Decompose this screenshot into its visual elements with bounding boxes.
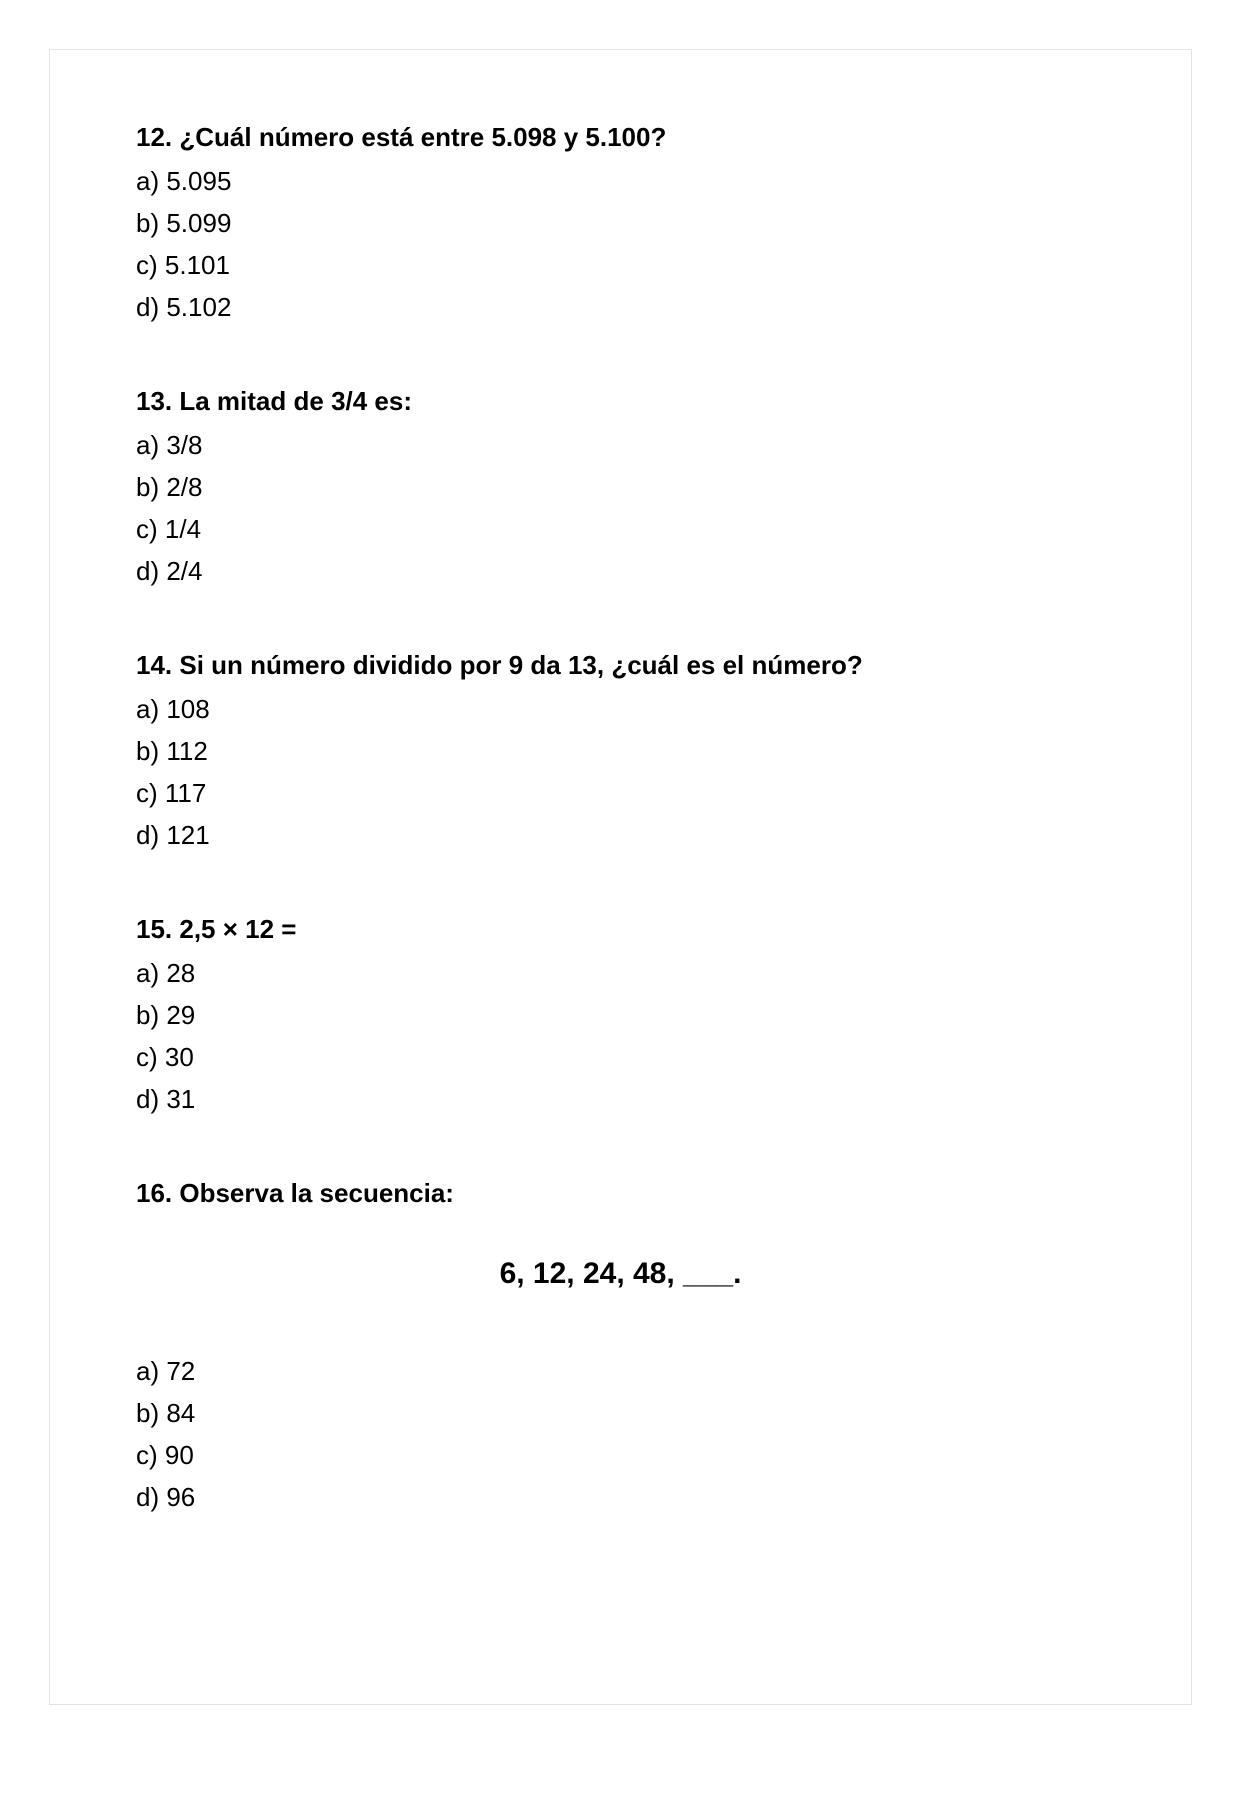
answer-option-b: b) 84: [136, 1398, 196, 1428]
answer-option-d: d) 96: [136, 1482, 196, 1512]
question-14: [136, 650, 1105, 850]
question-title: 12. ¿Cuál número está entre 5.098 y 5.100?: [136, 122, 667, 152]
question-13: [136, 386, 1105, 586]
answer-option-c: c) 1/4: [136, 514, 202, 544]
answer-option-a: a) 72: [136, 1356, 196, 1386]
answer-option-c: c) 5.101: [136, 250, 230, 280]
question-title: 14. Si un número dividido por 9 da 13, ¿cuál es el número?: [136, 650, 863, 680]
answer-option-a: a) 28: [136, 958, 196, 988]
answer-option-a: a) 3/8: [136, 430, 203, 460]
question-16: [136, 1178, 1105, 1512]
sequence-text: 6, 12, 24, 48, ___.: [499, 1257, 742, 1290]
answer-option-d: d) 5.102: [136, 292, 232, 322]
question-15: [136, 914, 1105, 1114]
answer-option-a: a) 108: [136, 694, 210, 724]
question-12: [136, 122, 1105, 322]
answer-option-c: c) 90: [136, 1440, 194, 1470]
question-title: 13. La mitad de 3/4 es:: [136, 386, 413, 416]
question-title: 16. Observa la secuencia:: [136, 1178, 454, 1208]
answer-option-c: c) 117: [136, 778, 207, 808]
answer-option-d: d) 31: [136, 1084, 196, 1114]
answer-option-b: b) 112: [136, 736, 208, 766]
question-title: 15. 2,5 × 12 =: [136, 914, 297, 944]
answer-option-c: c) 30: [136, 1042, 194, 1072]
answer-option-b: b) 29: [136, 1000, 196, 1030]
answer-option-b: b) 2/8: [136, 472, 203, 502]
answer-option-a: a) 5.095: [136, 166, 232, 196]
answer-option-d: d) 2/4: [136, 556, 203, 586]
document-page: [49, 49, 1192, 1705]
answer-option-d: d) 121: [136, 820, 210, 850]
answer-option-b: b) 5.099: [136, 208, 232, 238]
